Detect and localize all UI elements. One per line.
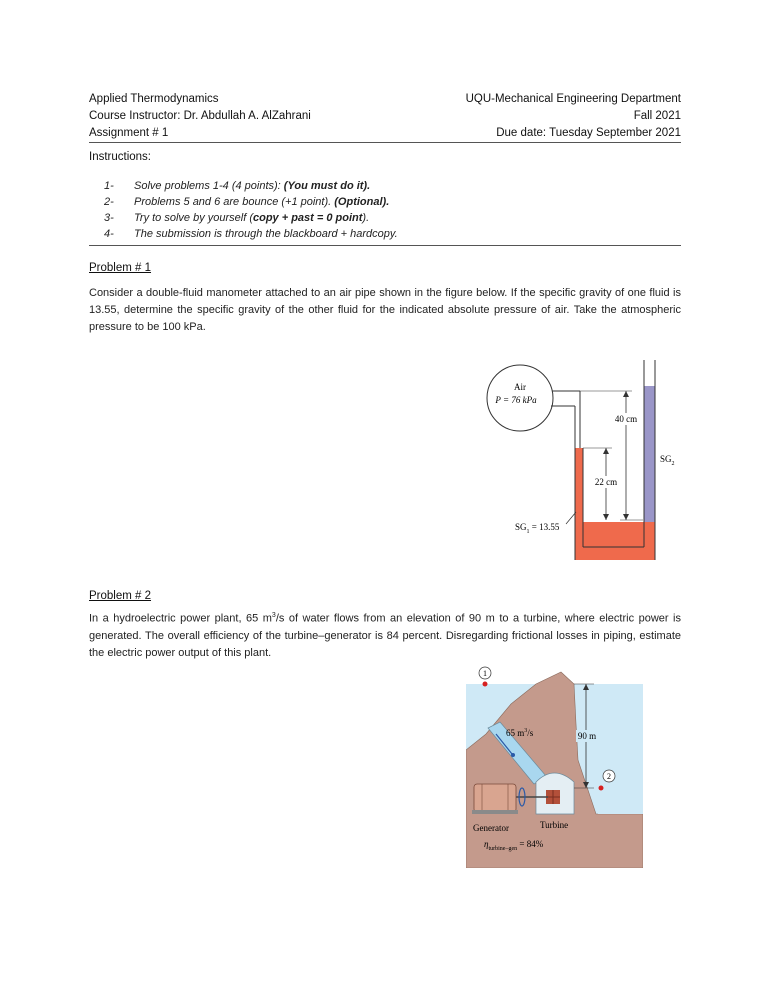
- fluid1-right: [644, 522, 655, 560]
- problem1-title: Problem # 1: [89, 262, 152, 274]
- height-40cm-label: 40 cm: [614, 414, 638, 424]
- point1-marker: [483, 682, 488, 687]
- due-date: Due date: Tuesday September 2021: [496, 127, 681, 139]
- document-header: [89, 91, 681, 142]
- problem2-text: In a hydroelectric power plant, 65 $m^3/s$ of water flows from an elevation of 90 m to a turbine, where electric power is generated. The overall efficiency of the turbine–generator is 84 percent. Disregarding frictional losses in piping, estimate the electric power output of this plant.: [89, 612, 681, 659]
- instruction-item: 3- Try to solve by yourself (copy + past = 0 point).: [104, 212, 370, 224]
- efficiency-label: $\eta_{turbine-gen} = 84\%$: [484, 839, 544, 852]
- instructions-list: [104, 178, 398, 242]
- problem1-text: Consider a double-fluid manometer attached to an air pipe shown in the figure below. If the specific gravity of one fluid is 13.55, determine the specific gravity of the other fluid for the indicated absolute pressure of air. Take the atmospheric pressure to be 100 kPa.: [89, 287, 681, 333]
- instruction-item: 4- The submission is through the blackboard + hardcopy.: [104, 228, 398, 240]
- point2-label: 2: [607, 772, 611, 781]
- point1-label: 1: [483, 669, 487, 678]
- height-22cm-label: 22 cm: [594, 477, 618, 487]
- sg1-label: $SG_1 = 13.55$: [515, 522, 560, 535]
- air-pressure-label: P = 76 kPa: [495, 395, 537, 405]
- instruction-item: 2- Problems 5 and 6 are bounce (+1 point). (Optional).: [104, 196, 390, 208]
- instructions-title: Instructions:: [89, 151, 151, 163]
- fluid2-right: [644, 386, 655, 522]
- manometer-figure: [480, 360, 680, 560]
- point2-marker: [599, 786, 604, 791]
- flow-rate-label: 65 $m^3/s$: [506, 728, 534, 738]
- assignment-number: Assignment # 1: [89, 127, 169, 139]
- fluid1-bottom: [575, 522, 655, 560]
- instructor: Course Instructor: Dr. Abdullah A. AlZahrani: [89, 110, 311, 122]
- problem2-title: Problem # 2: [89, 590, 152, 602]
- height-90m-label: 90 m: [577, 731, 597, 741]
- turbine-label: Turbine: [540, 820, 569, 830]
- generator-label: Generator: [473, 823, 509, 833]
- instructions-divider: [89, 245, 681, 246]
- department: UQU-Mechanical Engineering Department: [465, 93, 681, 105]
- header-divider: [89, 142, 681, 143]
- sg2-label: $SG_2$: [660, 454, 675, 467]
- term: Fall 2021: [633, 110, 681, 122]
- course-title: Applied Thermodynamics: [89, 93, 219, 105]
- generator-icon: [472, 784, 518, 814]
- air-label: Air: [514, 382, 526, 392]
- instruction-item: 1- Solve problems 1-4 (4 points): (You must do it).: [104, 180, 371, 192]
- hydro-plant-figure: [466, 664, 643, 868]
- turbine-icon: [546, 790, 560, 804]
